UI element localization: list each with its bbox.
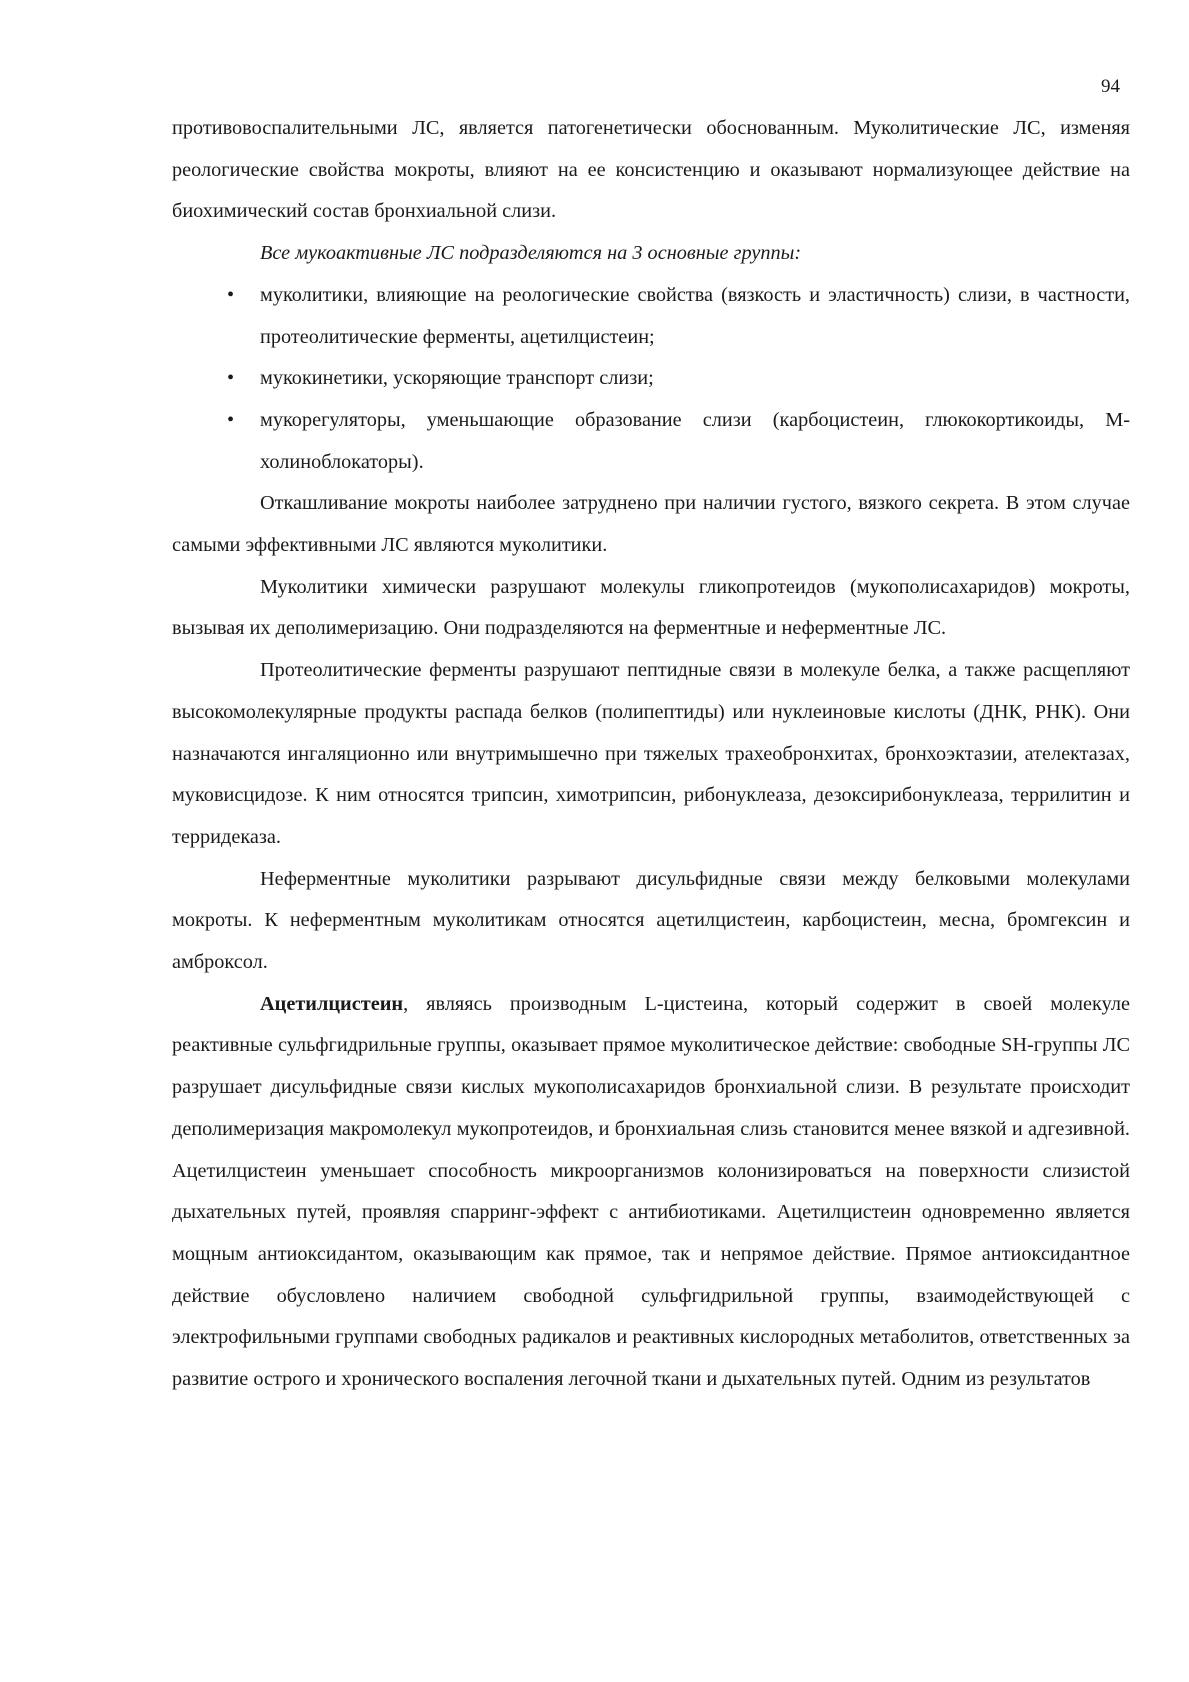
list-item bbox=[172, 358, 1130, 400]
paragraph-5: Протеолитические ферменты разрушают пептидные связи в молекуле белка, а также расщепляют высокомолекулярные продукты распада белков (полипептиды) или нуклеиновые кислоты (ДНК, РНК). Они назначаются ингаляционно или внутримышечно при тяжелых трахеобронхитах, бронхоэктазии, ателектазах, муковисцидозе. К ним относятся трипсин, химотрипсин, рибонуклеаза, дезоксирибонуклеаза, террилитин и терридеказа. bbox=[172, 659, 1130, 848]
bullet-icon: • bbox=[227, 408, 235, 431]
list-item bbox=[172, 400, 1130, 483]
groups-list bbox=[172, 275, 1130, 484]
page-body bbox=[172, 108, 1130, 1401]
paragraph-6: Неферментные муколитики разрывают дисульфидные связи между белковыми молекулами мокроты. К неферментным муколитикам относятся ацетилцистеин, карбоцистеин, месна, бромгексин и амброксол. bbox=[172, 867, 1130, 974]
paragraph-1: противовоспалительными ЛС, является патогенетически обоснованным. Муколитические ЛС, изменяя реологические свойства мокроты, влияют на ее консистенцию и оказывают нормализующее действие на биохимический состав бронхиальной слизи. bbox=[172, 117, 1130, 223]
paragraph-7-text: , являясь производным L-цистеина, который содержит в своей молекуле реактивные сульфгидрильные группы, оказывает прямое муколитическое действие: свободные SH-группы ЛС разрушает дисульфидные связи кислых мукополисахаридов бронхиальной слизи. В результате происходит деполимеризация макромолекул мукопротеидов, и бронхиальная слизь становится менее вязкой и адгезивной. Ацетилцистеин уменьшает способность микроорганизмов колонизироваться на поверхности слизистой дыхательных путей, проявляя спарринг-эффект с антибиотиками. Ацетилцистеин одновременно является мощным антиоксидантом, оказывающим как прямое, так и непрямое действие. Прямое антиоксидантное действие обусловлено наличием свободной сульфгидрильной группы, взаимодействующей с электрофильными группами свободных радикалов и реактивных кислородных метаболитов, ответственных за развитие острого и хронического воспаления легочной ткани и дыхательных путей. Одним из результатов bbox=[172, 992, 1130, 1391]
page-number: 94 bbox=[1101, 76, 1120, 97]
list-item-text: мукорегуляторы, уменьшающие образование слизи (карбоцистеин, глюкокортикоиды, М-холиноблокаторы). bbox=[260, 408, 1130, 473]
paragraph-7 bbox=[172, 984, 1130, 1401]
bullet-icon: • bbox=[227, 283, 235, 306]
paragraph-4: Муколитики химически разрушают молекулы гликопротеидов (мукополисахаридов) мокроты, вызывая их деполимеризацию. Они подразделяются на ферментные и неферментные ЛС. bbox=[172, 575, 1130, 640]
paragraph-3: Откашливание мокроты наиболее затруднено при наличии густого, вязкого секрета. В этом случае самыми эффективными ЛС являются муколитики. bbox=[172, 492, 1130, 557]
list-item-text: муколитики, влияющие на реологические свойства (вязкость и эластичность) слизи, в частности, протеолитические ферменты, ацетилцистеин; bbox=[260, 283, 1130, 348]
term-acetylcysteine: Ацетилцистеин bbox=[260, 992, 404, 1015]
list-item bbox=[172, 275, 1130, 358]
paragraph-groups-intro: Все мукоактивные ЛС подразделяются на 3 основные группы: bbox=[260, 242, 802, 265]
bullet-icon: • bbox=[227, 367, 235, 390]
list-item-text: мукокинетики, ускоряющие транспорт слизи; bbox=[260, 367, 654, 390]
